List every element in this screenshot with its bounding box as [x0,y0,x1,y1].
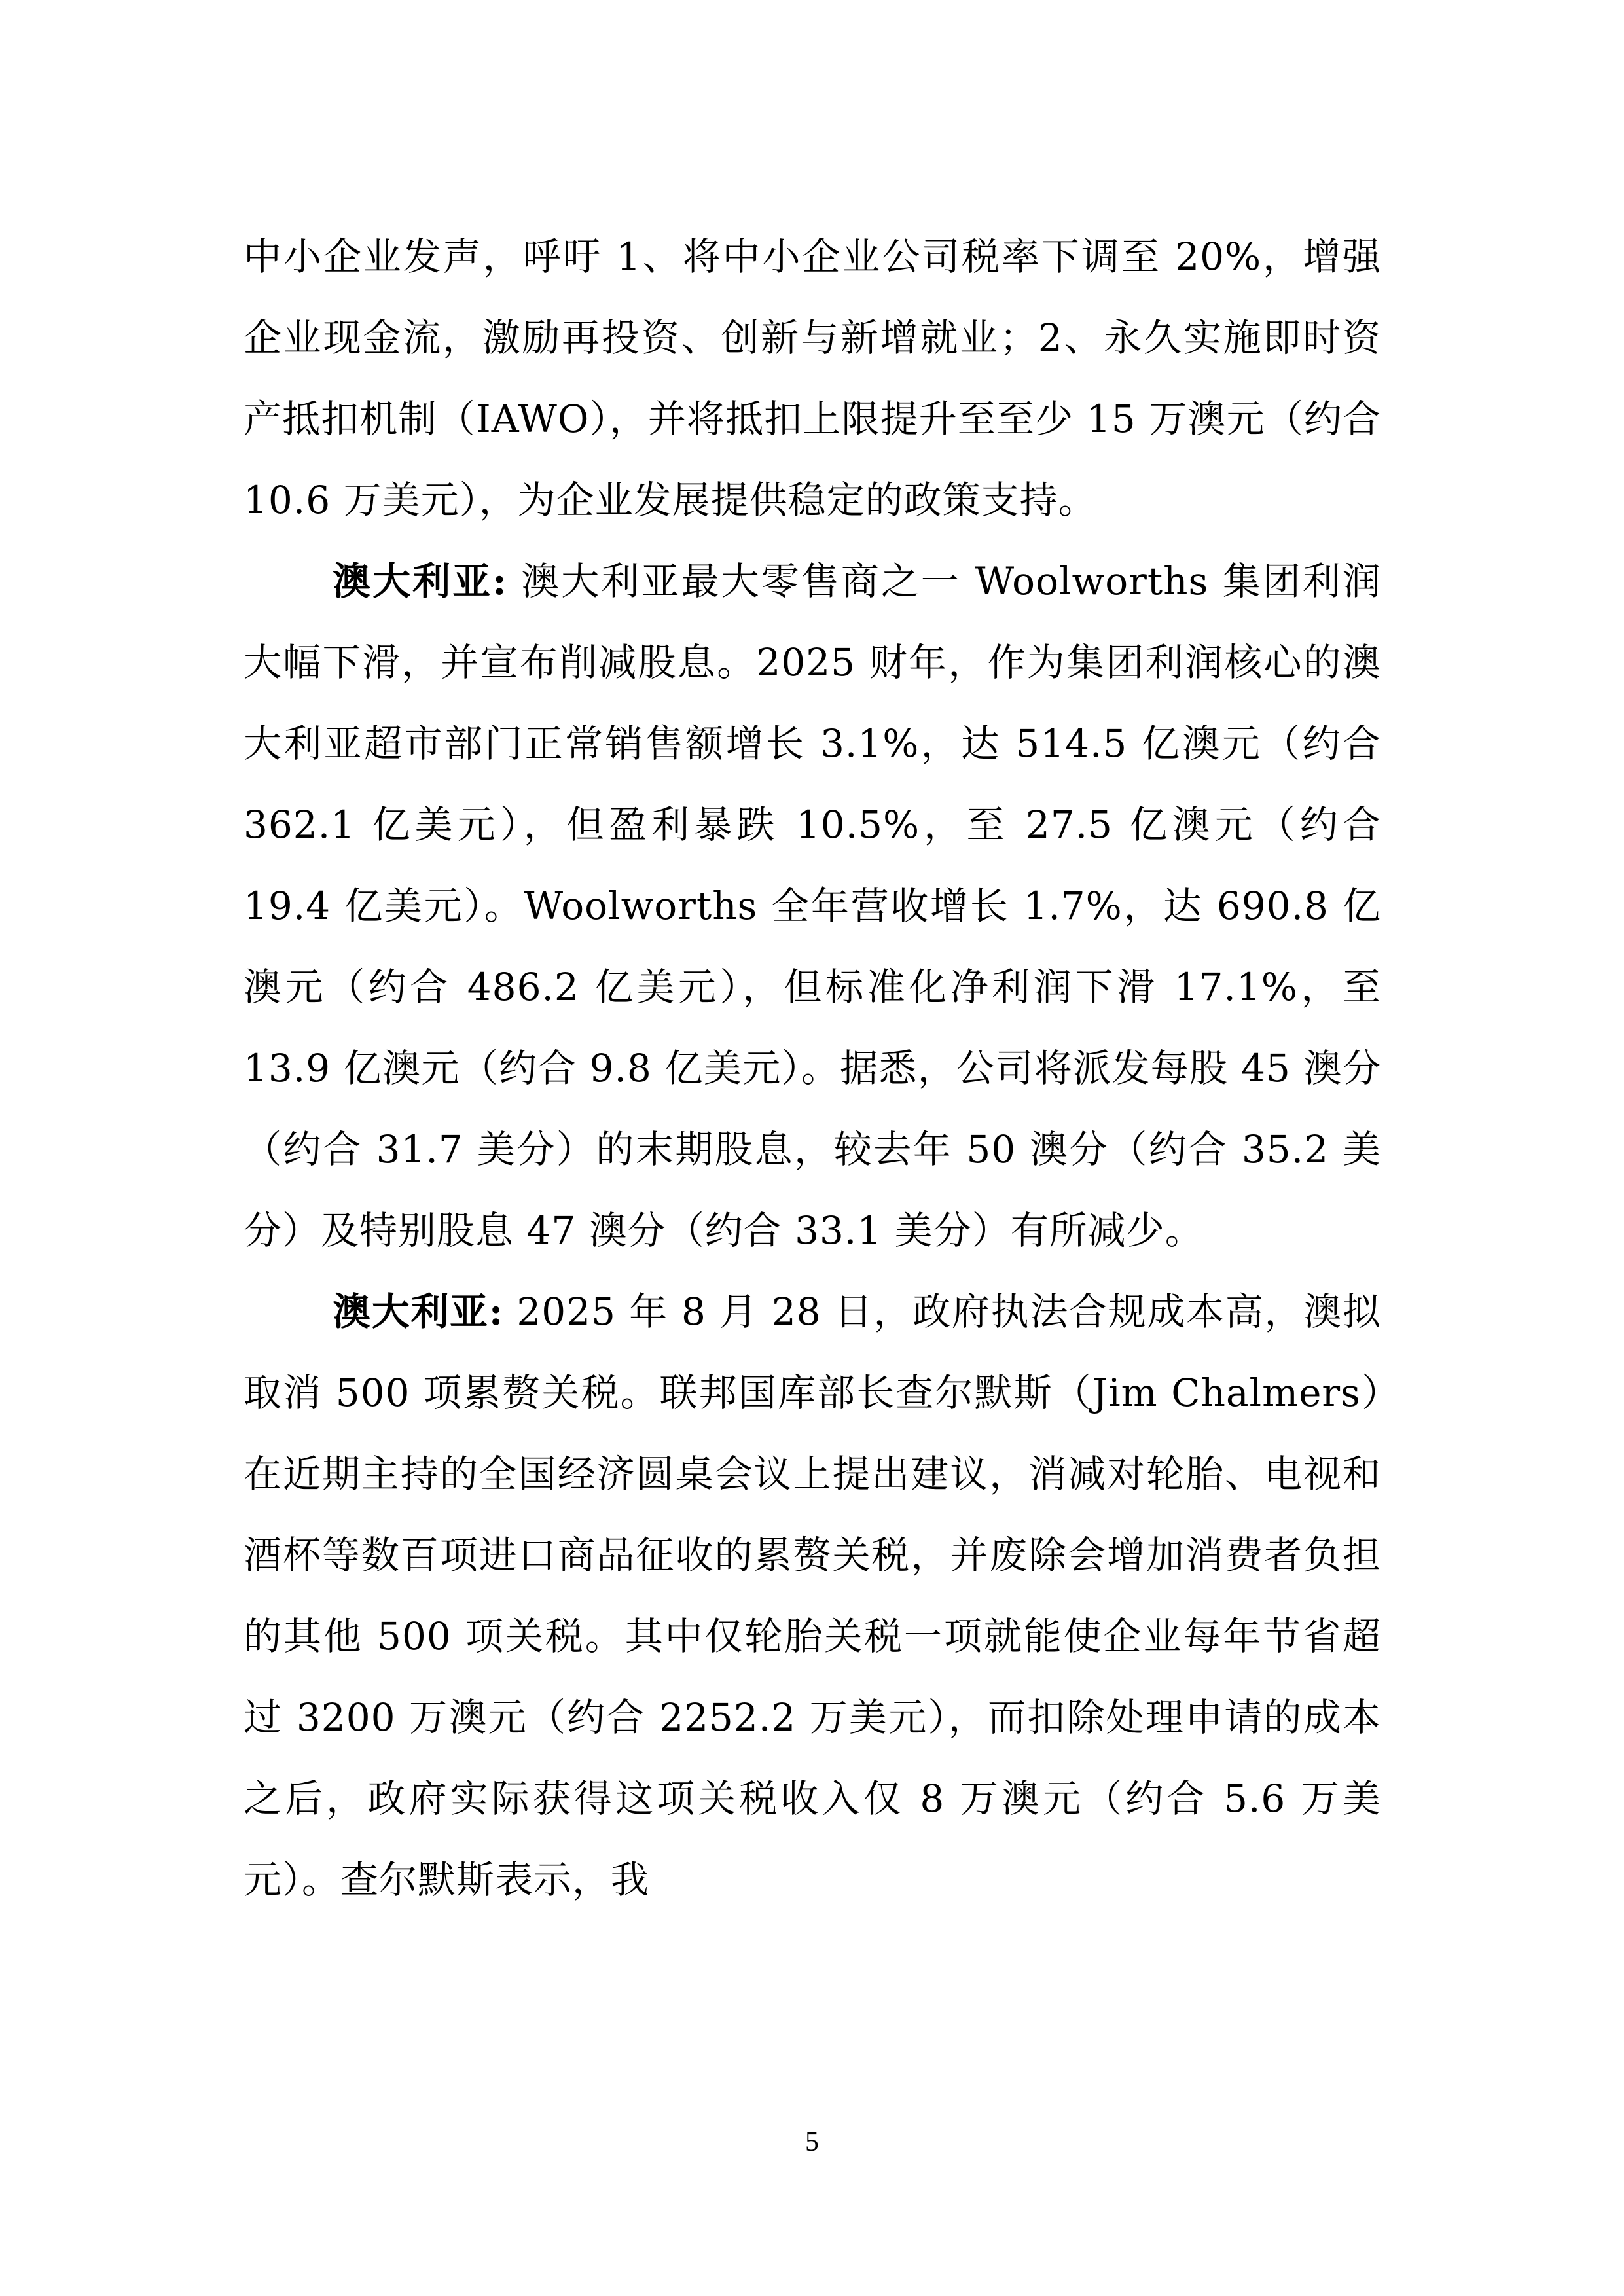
paragraph-tariffs [244,1271,1381,1920]
paragraph-woolworths [244,541,1381,1271]
paragraph-lead: 澳大利亚: [333,559,507,603]
page-number: 5 [805,2127,819,2157]
paragraph-text: 2025 年 8 月 28 日，政府执法合规成本高，澳拟取消 500 项累赘关税。联邦国库部长查尔默斯（Jim Chalmers）在近期主持的全国经济圆桌会议上提出建议，消减对轮胎、电视和酒杯等数百项进口商品征收的累赘关税，并废除会增加消费者负担的其他 500 项关税。其中仅轮胎关税一项就能使企业每年节省超过 3200 万澳元（约合 2252.2 万美元），而扣除处理申请的成本之后，政府实际获得这项关税收入仅 8 万澳元（约合 5.6 万美元）。查尔默斯表示，我 [244,1289,1381,1902]
paragraph-lead: 澳大利亚: [333,1289,504,1334]
document-body [244,216,1381,1920]
paragraph-text: 澳大利亚最大零售商之一 Woolworths 集团利润大幅下滑，并宣布削减股息。2025 财年，作为集团利润核心的澳大利亚超市部门正常销售额增长 3.1%，达 514.5 亿澳元（约合 362.1 亿美元），但盈利暴跌 10.5%，至 27.5 亿澳元（约合 19.4 亿美元）。Woolworths 全年营收增长 1.7%，达 690.8 亿澳元（约合 486.2 亿美元），但标准化净利润下滑 17.1%，至 13.9 亿澳元（约合 9.8 亿美元）。据悉，公司将派发每股 45 澳分（约合 31.7 美分）的末期股息，较去年 50 澳分（约合 35.2 美分）及特别股息 47 澳分（约合 33.1 美分）有所减少。 [244,559,1381,1253]
paragraph-text: 中小企业发声，呼吁 1、将中小企业公司税率下调至 20%，增强企业现金流，激励再投资、创新与新增就业；2、永久实施即时资产抵扣机制（IAWO），并将抵扣上限提升至至少 15 万澳元（约合 10.6 万美元），为企业发展提供稳定的政策支持。 [244,234,1381,522]
paragraph-sme-tax [244,216,1381,541]
